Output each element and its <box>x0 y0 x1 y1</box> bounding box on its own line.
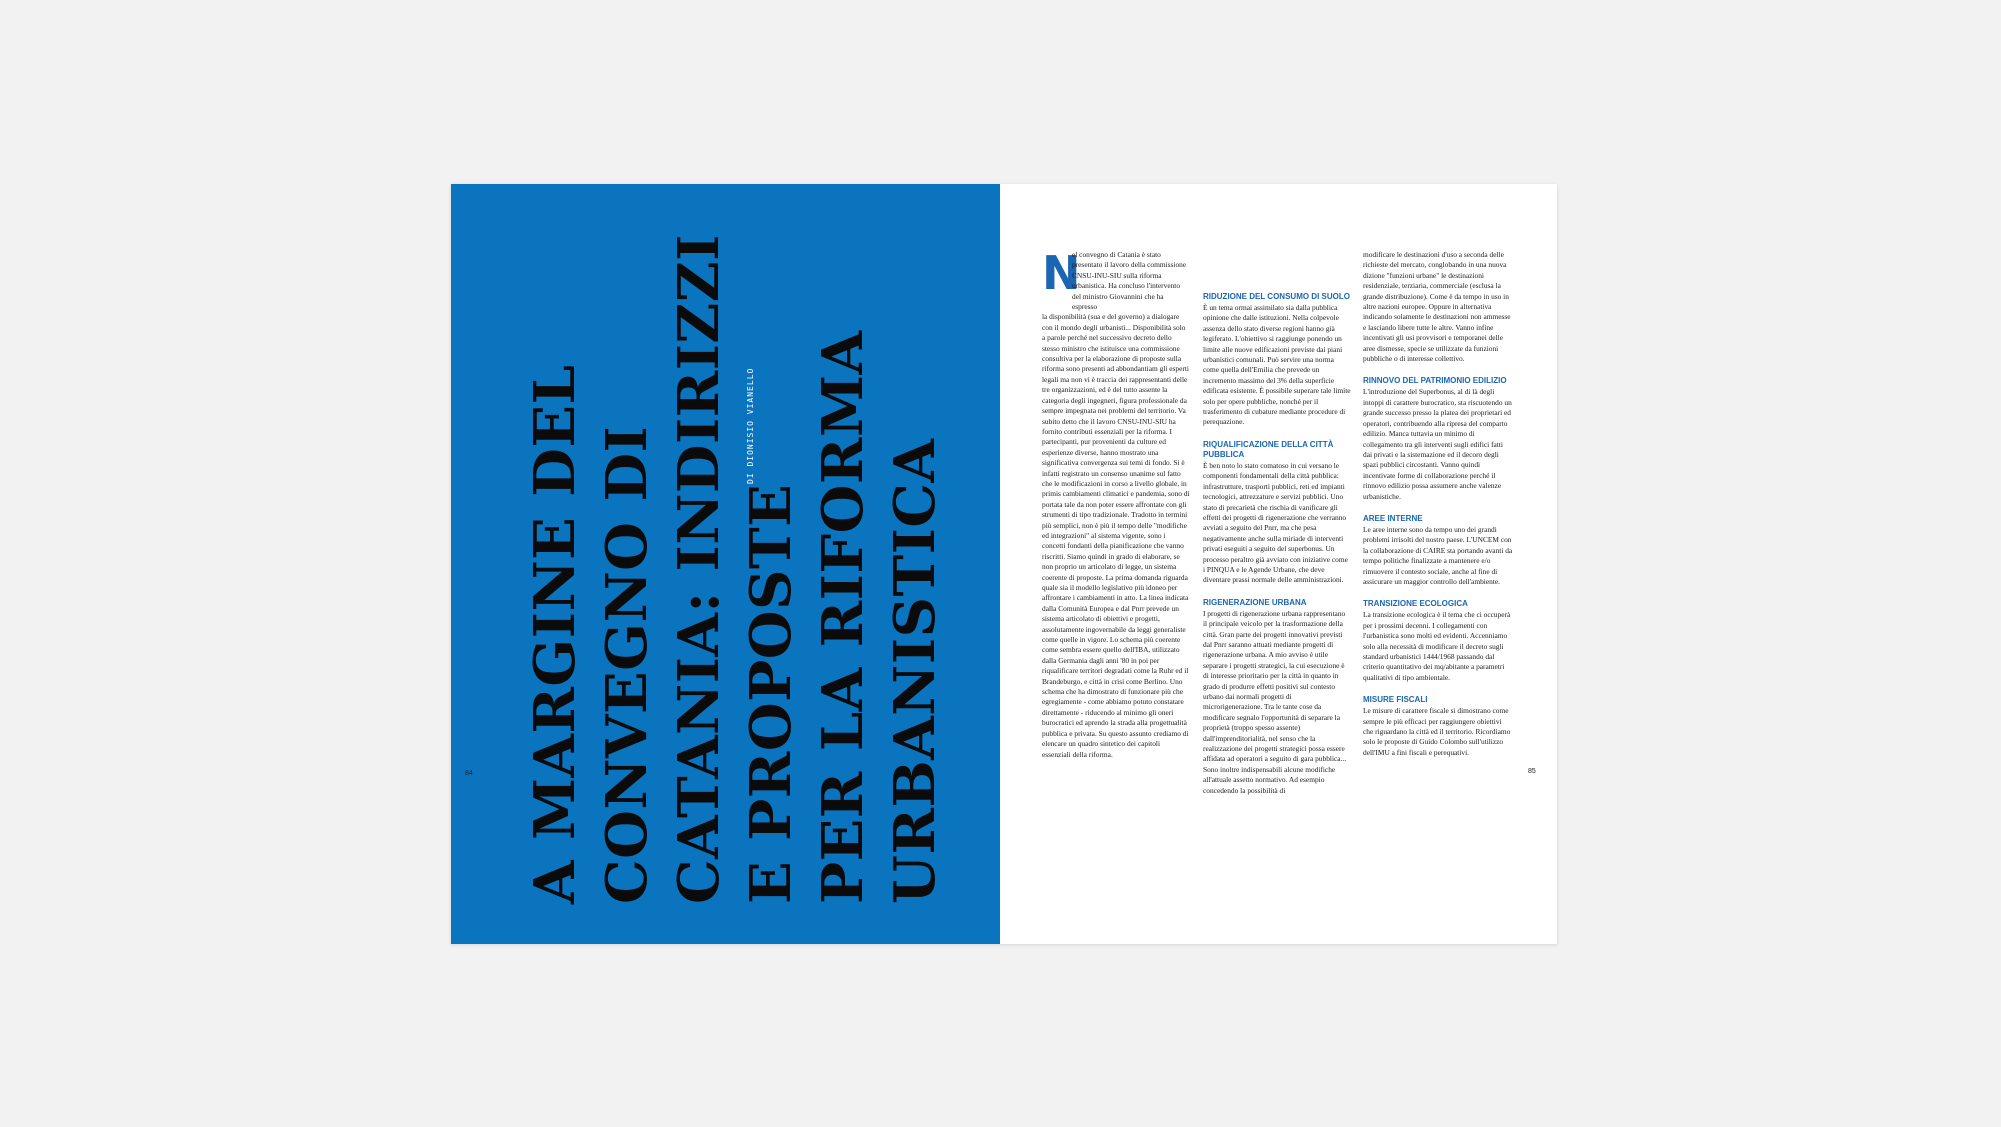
title-line: PER LA RIFORMA <box>810 330 876 904</box>
section-heading: RINNOVO DEL PATRIMONIO EDILIZIO <box>1363 376 1507 386</box>
left-page <box>451 184 1000 944</box>
section-text: Le aree interne sono da tempo uno dei grandi problemi irrisolti del nostro paese. L'UNCEM con la collaborazione di CAIRE sta portando avanti da tempo politiche finalizzate a mantenere e/o rimuovere il contesto sociale, anche al fine di assicurare un maggior controllo dell'ambiente. <box>1363 524 1513 586</box>
section-heading: MISURE FISCALI <box>1363 695 1428 705</box>
title-line: CONVEGNO DI <box>594 425 660 904</box>
magazine-spread <box>451 184 1557 944</box>
section-text: L'introduzione del Superbonus, al di là degli intoppi di carattere burocratico, sta riscuotendo un grande successo presso la platea dei proprietari ed operatori, contribuendo alla ripresa del comparto edilizio. Manca tuttavia un minimo di collegamento tra gli interventi sugli edifici fatti dai privati e la sistemazione ed il decoro degli spazi pubblici circostanti. Vanno quindi incentivate forme di collaborazione perché il rinnovo edilizio possa assumere anche valenze urbanistiche. <box>1363 387 1512 501</box>
page-number-left: 84 <box>465 770 473 777</box>
body-paragraph: modificare le destinazioni d'uso a seconda delle richieste del mercato, conglobando in una nuova dizione "funzioni urbane" le destinazioni residenziale, terziaria, commerciale (esclusa la grande distribuzione). Come è da tempo in uso in altre nazioni europee. Oppure in alternativa indicando solamente le destinazioni non ammesse e lasciando libere tutte le altre. Vanno infine incentivati gli usi provvisori e temporanei delle aree dismesse, specie se utilizzate da funzioni pubbliche o di interesse collettivo. <box>1363 250 1511 364</box>
title-line: URBANISTICA <box>882 438 948 904</box>
title-line: E PROPOSTE <box>738 483 804 904</box>
section-text: È un tema ormai assimilato sia dalla pubblica opinione che dalle istituzioni. Nella colpevole assenza dello stato diverse regioni hanno già legiferato. L'obiettivo si raggiunge ponendo un limite alle nuove edificazioni previste dai piani urbanistici comunali. Può servire una norma come quella dell'Emilia che prevede un incremento massimo del 3% della superficie edificata esistente. È possibile superare tale limite solo per opere pubbliche, nonché per il trasferimento di cubature mediante procedure di perequazione. <box>1203 303 1351 427</box>
section-text: Le misure di carattere fiscale si dimostrano come sempre le più efficaci per raggiungere obiettivi che riguardano la città ed il territorio. Ricordiamo solo le proposte di Guido Colombo sull'utilizzo dell'IMU a fini fiscali e perequativi. <box>1363 706 1511 757</box>
section-heading: TRANSIZIONE ECOLOGICA <box>1363 599 1468 609</box>
text-column-3 <box>1363 250 1513 758</box>
section-heading: AREE INTERNE <box>1363 513 1423 523</box>
right-page <box>1000 184 1557 944</box>
section-heading: RIDUZIONE DEL CONSUMO DI SUOLO <box>1203 292 1350 301</box>
drop-cap: N <box>1042 246 1081 300</box>
article-title <box>519 234 951 904</box>
text-column-1 <box>1042 246 1190 760</box>
text-column-2 <box>1203 292 1351 796</box>
page-number-right: 85 <box>1528 768 1536 775</box>
section-text: La transizione ecologica è il tema che ci occuperà per i prossimi decenni. I collegamenti con l'urbanistica sono molti ed evidenti. Accenniamo solo alla necessità di modificare il decreto sugli standard urbanistici 1444/1968 passando dal criterio quantitativo dei mq/abitante a parametri qualitativi di tipo ambientale. <box>1363 610 1511 682</box>
body-paragraph: la disponibilità (sua e del governo) a dialogare con il mondo degli urbanisti... Disponibilità solo a parole perché nel successivo decreto dello stesso ministro che istituisce una commissione consultiva per la elaborazione di proposte sulla riforma sono presenti ad abbondantiam gli esperti legali ma non vi è traccia dei rappresentanti delle tre organizzazioni, ed è del tutto assente la categoria degli ingegneri, figura professionale da sempre impegnata nei problemi del territorio. Va subito detto che il lavoro CNSU-INU-SIU ha fornito contributi essenziali per la riforma. I partecipanti, pur provenienti da culture ed esperienze diverse, hanno mostrato una significativa convergenza sui temi di fondo. Si è infatti registrato un consenso unanime sul fatto che le modificazioni in corso a livello globale, in primis cambiamenti climatici e pandemia, sono di portata tale da non poter essere affrontate con gli strumenti di tipo tradizionale. Tradotto in termini più semplici, non è più il tempo delle "modifiche ed integrazioni" al sistema vigente, sono i concetti fondanti della pianificazione che vanno riscritti. Siamo quindi in grado di elaborare, se non proprio un articolato di legge, un sistema coerente di proposte. La prima domanda riguarda quale sia il modello legislativo più idoneo per affrontare i cambiamenti in atto. La linea indicata dalla Comunità Europea e dal Pnrr prevede un sistema articolato di obiettivi e progetti, assolutamente ingovernabile da leggi generaliste come quelle in vigore. Lo schema più coerente come sembra essere quello dell'IBA, utilizzato dalla Germania dagli anni '80 in poi per riqualificare territori degradati come la Ruhr ed il Brandeburgo, e città in crisi come Berlino. Uno schema che ha dimostrato di funzionare più che egregiamente - come abbiamo potuto constatare direttamente - riducendo al minimo gli oneri burocratici ed aprendo la strada alla progettualità pubblica e privata. Su questo assunto crediamo di elencare un quadro sintetico dei capitoli essenziali della riforma. <box>1042 312 1190 759</box>
byline: DI DIONISIO VIANELLO <box>746 367 755 484</box>
intro-paragraph: el convegno di Catania è stato presentato il lavoro della commissione CNSU-INU-SIU sulla riforma urbanistica. Ha concluso l'intervento del ministro Giovannini che ha espresso <box>1072 250 1187 312</box>
section-heading: RIQUALIFICAZIONE DELLA CITTÀ PUBBLICA <box>1203 439 1334 459</box>
title-line: A MARGINE DEL <box>522 364 588 904</box>
section-heading: RIGENERAZIONE URBANA <box>1203 597 1307 607</box>
section-text: È ben noto lo stato comatoso in cui versano le componenti fondamentali della città pubblica: infrastrutture, trasporti pubblici, reti ed impianti tecnologici, attrezzature e servizi pubblici. Uno stato di precarietà che rischia di vanificare gli effetti dei progetti di rigenerazione che verranno avviati a seguito del Pnrr, ma che pesa negativamente anche sulla miriade di interventi privati eseguiti a seguito del superbonus. Un processo peraltro già avviato con iniziative come i PINQUA e le Agende Urbane, che deve diventare prassi normale delle amministrazioni. <box>1203 460 1348 585</box>
title-line: CATANIA: INDIRIZZI <box>666 234 732 904</box>
section-text: I progetti di rigenerazione urbana rappresentano il principale veicolo per la trasformazione della città. Gran parte dei progetti innovativi previsti dal Pnrr saranno attuati mediante progetti di rigenerazione urbana. A mio avviso è utile separare i progetti strategici, la cui esecuzione è di interesse prioritario per la città in quanto in grado di produrre effetti positivi sul contesto urbano dai normali progetti di microrigenerazione. Tra le tante cose da modificare segnalo l'opportunità di separare la proprietà (troppo spesso assente) dall'imprenditorialità, nel senso che la realizzazione dei progetti strategici possa essere affidata ad operatori a seguito di gara pubblica... Sono inoltre indispensabili alcune modifiche all'attuale assetto normativo. Ad esempio concedendo la possibilità di <box>1203 608 1347 795</box>
